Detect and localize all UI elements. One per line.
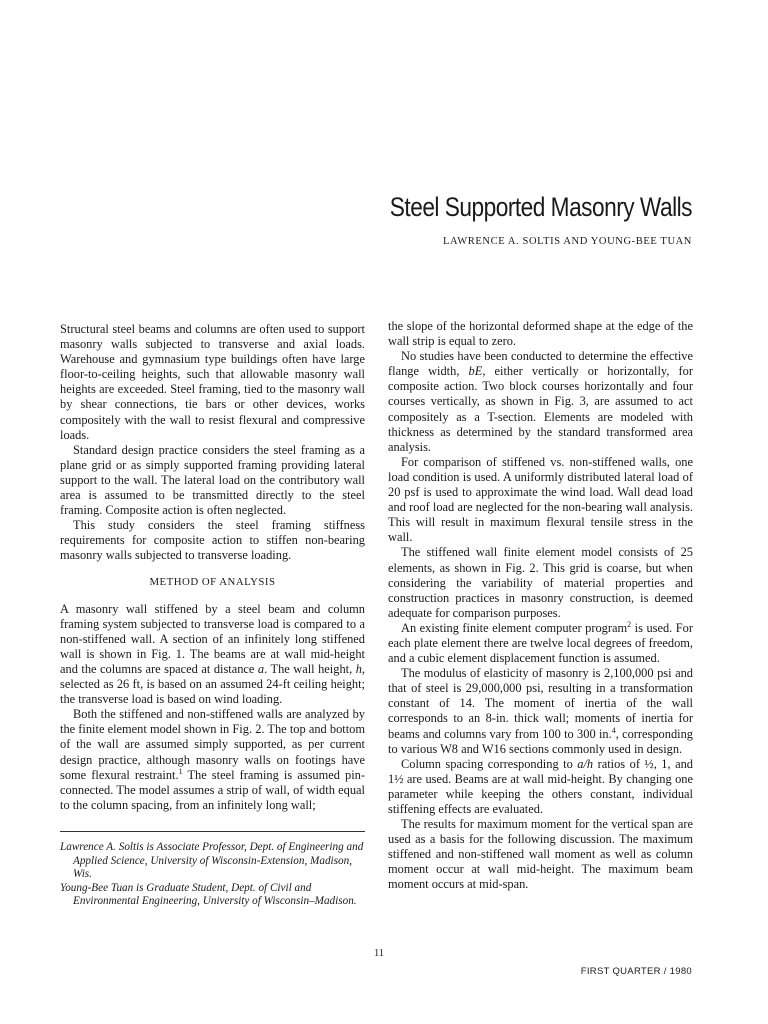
paragraph: The stiffened wall finite element model consists of 25 elements, as shown in Fig. 2. This grid is coarse, but when considering the variability of material properties and construction practices in masonry construction, is deemed adequate for comparison purposes. — [388, 545, 693, 620]
journal-issue: FIRST QUARTER / 1980 — [580, 966, 692, 977]
paragraph: Structural steel beams and columns are often used to support masonry walls subjected to transverse and axial loads. Warehouse and gymnasium type buildings often have large floor-to-ceiling heights, such that allowable masonry wall heights are exceeded. Steel framing, tied to the masonry wall by shear connections, tie bars or other devices, works compositely with the wall to resist flexural and compressive loads. — [60, 322, 365, 442]
paragraph: A masonry wall stiffened by a steel beam and column framing system subjected to transverse load is compared to a non-stiffened wall. A section of an infinitely long stiffened wall is shown in Fig. 1. The beams are at wall mid-height and the columns are spaced at distance a. The wall height, h, selected as 26 ft, is based on an assumed 24-ft ceiling height; the transverse load is based on wind loading. — [60, 601, 365, 707]
paper-title: Steel Supported Masonry Walls — [389, 192, 692, 222]
footnote: Lawrence A. Soltis is Associate Professor, Dept. of Engineering and Applied Science, University of Wisconsin-Extension, Madison, Wis. — [60, 841, 364, 881]
left-column — [60, 322, 365, 813]
paragraph: Column spacing corresponding to a/h ratios of ½, 1, and 1½ are used. Beams are at wall mid-height. By changing one parameter while keeping the others constant, individual stiffening effects are evaluated. — [388, 756, 693, 816]
paragraph: the slope of the horizontal deformed shape at the edge of the wall strip is equal to zero. — [388, 319, 693, 349]
paragraph: This study considers the steel framing stiffness requirements for composite action to stiffen non-bearing masonry walls subjected to transverse loading. — [60, 518, 365, 563]
paragraph: Both the stiffened and non-stiffened walls are analyzed by the finite element model shown in Fig. 2. The top and bottom of the wall are assumed simply supported, as per current design practice, although masonry walls on footings have some flexural restraint.$^1$ The steel framing is assumed pin-connected. The model assumes a strip of wall, of width equal to the column spacing, from an infinitely long wall; — [60, 707, 366, 812]
paragraph: For comparison of stiffened vs. non-stiffened walls, one load condition is used. A uniformly distributed lateral load of 20 psf is used to approximate the wind load. Wall dead load and roof load are neglected for the non-bearing wall analysis. This will result in maximum flexural tensile stress in the wall. — [388, 454, 693, 545]
page-number: 11 — [373, 948, 385, 959]
paper-authors: LAWRENCE A. SOLTIS AND YOUNG-BEE TUAN — [442, 236, 692, 247]
author-footnotes — [60, 831, 365, 909]
paragraph: Standard design practice considers the steel framing as a plane grid or as simply supported framing providing lateral support to the wall. The lateral load on the contributory wall area is assumed to be transmitted directly to the steel framing. Composite action is often neglected. — [60, 442, 365, 518]
section-heading: METHOD OF ANALYSIS — [149, 575, 276, 588]
paragraph: The results for maximum moment for the vertical span are used as a basis for the following discussion. The maximum stiffened and non-stiffened wall moment as well as column moment occur at wall mid-height. The maximum beam moment occurs at mid-span. — [388, 817, 693, 892]
paragraph: An existing finite element computer program$^2$ is used. For each plate element there are twelve local degrees of freedom, and a cubic element displacement function is assumed. — [388, 619, 693, 666]
paragraph: No studies have been conducted to determine the effective flange width, bE, either vertically or horizontally, for composite action. Two block courses horizontally and four courses vertically, as shown in Fig. 3, are assumed to act compositely as a T-section. Elements are modeled with thickness as determined by the standard transformed area analysis. — [388, 349, 693, 454]
footnote: Young-Bee Tuan is Graduate Student, Dept. of Civil and Environmental Engineering, University of Wisconsin–Madison. — [60, 881, 357, 908]
paragraph: The modulus of elasticity of masonry is 2,100,000 psi and that of steel is 29,000,000 psi, resulting in a transformation constant of 14. The moment of inertia of the wall corresponds to an 8-in. thick wall; moments of inertia for beams and columns vary from 100 to 300 in.$^4$, corresponding to various W8 and W16 sections commonly used in design. — [388, 666, 693, 756]
right-column — [388, 319, 693, 893]
